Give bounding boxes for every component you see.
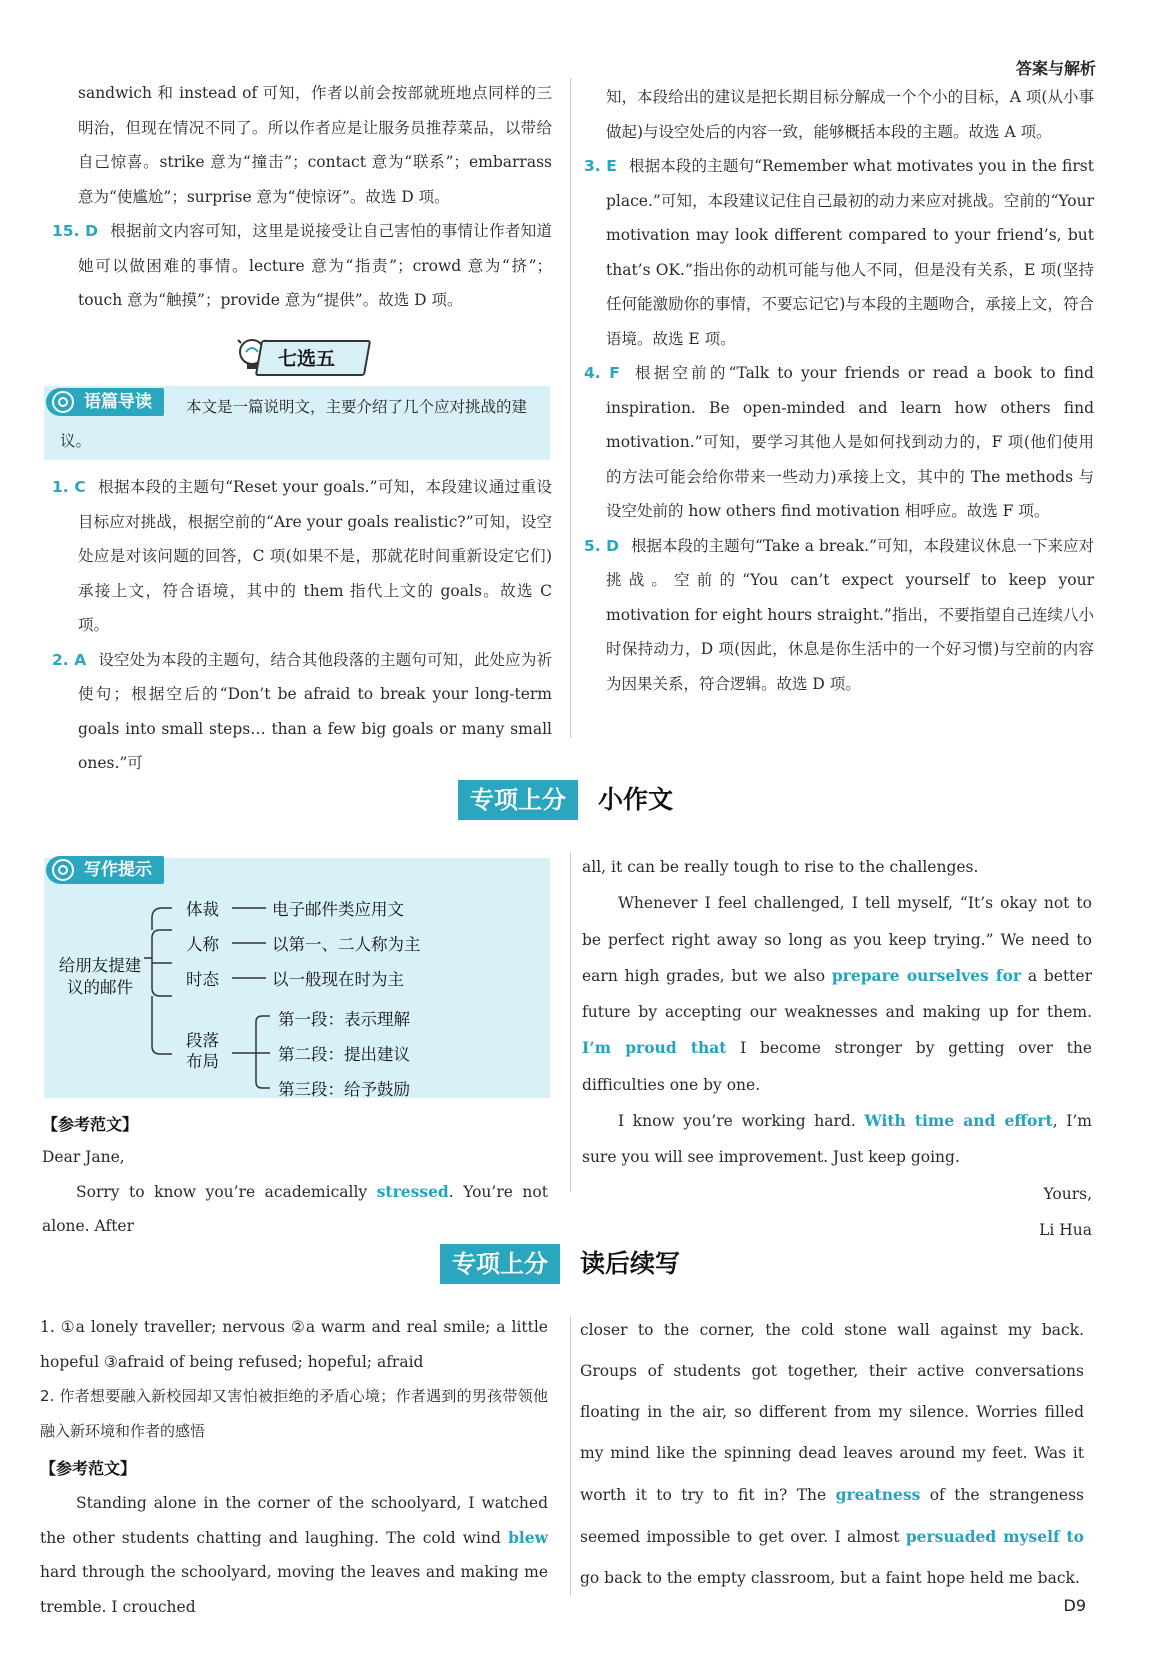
answer-text: 根据本段的主题句“Reset your goals.”可知，本段建议通过重设目标应对挑战，根据空前的“Are your goals realistic?”可知，设空处应是对该问题的回答，C 项(如果不是，那就花时间重新设定它们)承接上文，符合语境，其中的 them 指代上文的 goals。故选 C 项。 — [78, 478, 552, 634]
essay-paragraph — [582, 885, 1092, 1103]
sample-essay-label: 【参考范文】 — [42, 1115, 139, 1134]
essay-text: hard through the schoolyard, moving the leaves and making me tremble. I crouched — [40, 1563, 548, 1616]
essay1-right — [582, 849, 1092, 1248]
section-tag: 专项上分 — [440, 1244, 560, 1284]
column-divider — [570, 852, 571, 1192]
column-divider — [570, 1316, 571, 1596]
essay1-left — [42, 1140, 548, 1244]
highlight-phrase: With time and effort — [864, 1111, 1053, 1131]
answer-text: 根据本段的主题句“Take a break.”可知，本段建议休息一下来应对挑战。空前的“You can’t expect yourself to keep your motivation for eight hours straight.”指出，不要指望自己连续八小时保持动力，D 项(因此，休息是你生活中的一个好习惯)与空前的内容为因果关系，符合逻辑。故选 D 项。 — [606, 536, 1095, 693]
essay-text: a better future by accepting our weaknesses and making up for them. — [582, 966, 1092, 1022]
highlight-phrase: prepare ourselves for — [831, 965, 1022, 985]
continuation-left — [40, 1310, 548, 1448]
paragraph-continued: sandwich 和 instead of 可知，作者以前会按部就班地点同样的三明治，但现在情况不同了。所以作者应是让服务员推荐菜品，以带给自己惊喜。strike 意为“撞击”；contact 意为“联系”；embarrass 意为“使尴尬”；surprise 意为“使惊讶”。故选 D 项。 — [78, 84, 552, 206]
section-title-continuation — [440, 1244, 740, 1284]
answer-5 — [584, 529, 1094, 702]
mindmap-value-person: 以第一、二人称为主 — [272, 935, 421, 954]
top-left-column-answers — [52, 470, 552, 781]
section-name: 小作文 — [598, 785, 674, 814]
answer-text: 根据空前的“Talk to your friends or read a book to find inspiration. Be open-minded and learn how others find motivation.”可知，要学习其他人是如何找到动力的，F 项(他们使用的方法可能会给你带来一些动力)承接上文，其中的 The methods 与设空处前的 how others find motivation 相呼应。故选 F 项。 — [606, 364, 1094, 520]
section-badge — [232, 334, 372, 374]
answer-number: 4. F — [584, 364, 620, 382]
section-tag: 专项上分 — [458, 780, 578, 820]
highlight-phrase: greatness — [835, 1485, 921, 1504]
highlight-phrase: persuaded myself to — [905, 1527, 1084, 1546]
essay-text: all, it can be really tough to rise to the challenges. — [582, 858, 979, 876]
essay-text: Whenever I feel challenged, I tell myself, “It’s okay not to be perfect right away so long as you keep trying.” We need to earn high grades, but we also — [582, 894, 1092, 985]
continuation-answer-2: 2. 作者想要融入新校园却又害怕被拒绝的矛盾心境；作者遇到的男孩带领他融入新环境和作者的感悟 — [40, 1387, 548, 1440]
highlight-phrase: stressed — [376, 1181, 449, 1201]
answer-number: 3. E — [584, 157, 617, 175]
highlight-phrase: blew — [508, 1527, 548, 1547]
mindmap-layout-1: 第一段：表示理解 — [278, 1010, 410, 1029]
mindmap-key-genre: 体裁 — [186, 900, 219, 919]
mindmap-root: 给朋友提建议的邮件 — [58, 956, 142, 997]
essay-text: Sorry to know you’re academically — [76, 1182, 377, 1201]
continuation-essay-right — [580, 1310, 1084, 1599]
essay-greeting: Dear Jane, — [42, 1148, 125, 1166]
section-name: 读后续写 — [580, 1249, 681, 1278]
mindmap-key-person: 人称 — [186, 935, 219, 954]
mindmap-value-genre: 电子邮件类应用文 — [272, 900, 404, 919]
top-left-column — [52, 76, 552, 318]
answer-text: 根据本段的主题句“Remember what motivates you in the first place.”可知，本段建议记住自己最初的动力来应对挑战。空前的“Your motivation may look different compared to your friend’s, but that’s OK.”指出你的动机可能与他人不同，但是没有关系，E 项(坚持任何能激励你的事情，不要忘记它)与本段的主题吻合，承接上文，符合语境。故选 E 项。 — [606, 157, 1094, 348]
answer-text: 根据前文内容可知，这里是说接受让自己害怕的事情让作者知道她可以做困难的事情。lecture 意为“指责”；crowd 意为“挤”；touch 意为“触摸”；provide 意为“提供”。故选 D 项。 — [78, 222, 552, 309]
essay-text: . You’re not alone. After — [42, 1182, 548, 1235]
essay-text: closer to the corner, the cold stone wall against my back. Groups of students got together, their active conversations floating in the air, so different from my silence. Worries filled my mind like the spinning dead leaves around my feet. Was it worth it to try to fit in? The — [580, 1321, 1084, 1504]
answer-3 — [584, 149, 1094, 356]
continuation-answer-1: 1. ①a lonely traveller; nervous ②a warm and real smile; a little hopeful ③afraid of being refused; hopeful; afraid — [40, 1318, 548, 1371]
answer-number: 5. D — [584, 536, 619, 555]
answer-1 — [52, 470, 552, 643]
answer-text: 设空处为本段的主题句，结合其他段落的主题句可知，此处应为祈使句；根据空后的“Don’t be afraid to break your long-term goals into small steps… than a few big goals or many small ones.”可 — [78, 650, 552, 772]
essay-text: , I’m sure you will see improvement. Just keep going. — [582, 1112, 1092, 1167]
answer-4 — [584, 356, 1094, 529]
essay-paragraph — [40, 1486, 548, 1624]
essay-paragraph — [580, 1310, 1084, 1599]
mindmap-key-tense: 时态 — [186, 970, 219, 989]
mindmap-key-layout: 段落布局 — [186, 1031, 219, 1071]
badge-label: 七选五 — [278, 348, 336, 370]
page-header-title: 答案与解析 — [1015, 59, 1096, 78]
essay-signature: Li Hua — [1039, 1220, 1092, 1239]
answer-number: 1. C — [52, 478, 86, 496]
section-title-writing — [458, 780, 718, 820]
answer-15 — [52, 214, 552, 318]
answer-number: 2. A — [52, 650, 87, 669]
continuation-essay-left — [40, 1486, 548, 1624]
mindmap-layout-2: 第二段：提出建议 — [278, 1045, 410, 1064]
paragraph-continued: 知，本段给出的建议是把长期目标分解成一个个小的目标，A 项(从小事做起)与设空处后的内容一致，能够概括本段的主题。故选 A 项。 — [606, 88, 1094, 141]
mindmap-layout-3: 第三段：给予鼓励 — [278, 1080, 410, 1099]
essay-text: I know you’re working hard. — [618, 1112, 865, 1131]
essay-paragraph — [42, 1175, 548, 1244]
answer-number: 15. D — [52, 222, 99, 240]
mindmap-value-tense: 以一般现在时为主 — [272, 970, 404, 989]
essay-paragraph — [582, 1103, 1092, 1176]
top-right-column — [584, 80, 1094, 701]
reading-intro-text: 本文是一篇说明文，主要介绍了几个应对挑战的建议。 — [60, 398, 528, 450]
page-number: D9 — [1063, 1596, 1086, 1615]
answer-2 — [52, 643, 552, 781]
column-divider — [570, 78, 571, 738]
essay-text: of the strangeness seemed impossible to get over. I almost — [580, 1486, 1084, 1546]
highlight-phrase: I’m proud that — [582, 1038, 727, 1058]
essay-text: Standing alone in the corner of the schoolyard, I watched the other students chatting and laughing. The cold wind — [40, 1494, 548, 1547]
writing-tips-tag-label: 写作提示 — [84, 860, 152, 880]
essay-signoff: Yours, — [1043, 1184, 1092, 1203]
essay-text: go back to the empty classroom, but a faint hope held me back. — [580, 1569, 1080, 1587]
essay-text: I become stronger by getting over the difficulties one by one. — [582, 1039, 1093, 1094]
intro-tag-label: 语篇导读 — [84, 392, 152, 412]
sample-essay-label: 【参考范文】 — [40, 1459, 137, 1478]
